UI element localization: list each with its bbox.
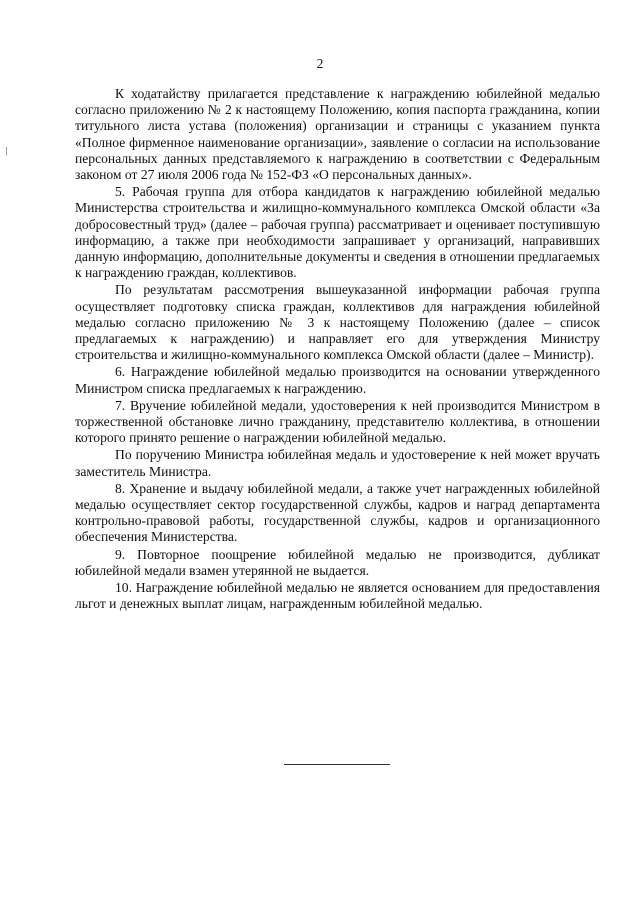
paragraph-6-awarding: 6. Награждение юбилейной медалью производится на основании утвержденного Министром списка предлагаемых к награждению. [75,364,600,396]
paragraph-attachments: К ходатайству прилагается представление к награждению юбилейной медалью согласно приложению № 2 к настоящему Положению, копия паспорта гражданина, копии титульного листа устава (положения) организации и страницы с указанием пункта «Полное фирменное наименование организации», заявление о согласии на использование персональных данных представляемого к награждению в соответствии с Федеральным законом от 27 июля 2006 года № 152-ФЗ «О персональных данных». [75,86,600,183]
scan-margin-mark [6,147,7,155]
paragraph-10-no-benefits: 10. Награждение юбилейной медалью не является основанием для предоставления льгот и денежных выплат лицам, награжденным юбилейной медалью. [75,580,600,612]
paragraph-deputy-presentation: По поручению Министра юбилейная медаль и удостоверение к ней может вручать заместитель Министра. [75,447,600,479]
document-body [75,86,600,613]
paragraph-5-working-group: 5. Рабочая группа для отбора кандидатов к награждению юбилейной медалью Министерства строительства и жилищно-коммунального комплекса Омской области «За добросовестный труд» (далее – рабочая группа) рассматривает и оценивает поступившую информацию, а также при необходимости запрашивает у организаций, направивших данную информацию, дополнительные документы и сведения в отношении предлагаемых к награждению граждан, коллективов. [75,184,600,281]
paragraph-8-storage: 8. Хранение и выдачу юбилейной медали, а также учет награжденных юбилейной медалью осуществляет сектор государственной службы, кадров и наград департамента контрольно-правовой работы, государственной службы, кадров и организационного обеспечения Министерства. [75,480,600,545]
paragraph-list-preparation: По результатам рассмотрения вышеуказанной информации рабочая группа осуществляет подготовку списка граждан, коллективов для награждения юбилейной медалью согласно приложению № 3 к настоящему Положению (далее – список предлагаемых к награждению) и направляет его для утверждения Министру строительства и жилищно-коммунального комплекса Омской области (далее – Министр). [75,282,600,363]
paragraph-9-repeat-award: 9. Повторное поощрение юбилейной медалью не производится, дубликат юбилейной медали взамен утерянной не выдается. [75,546,600,578]
paragraph-7-presentation: 7. Вручение юбилейной медали, удостоверения к ней производится Министром в торжественной обстановке лично гражданину, представителю коллектива, в отношении которого принято решение о награждении юбилейной медалью. [75,397,600,446]
page-number: 2 [316,56,324,71]
end-divider-line [284,764,390,765]
